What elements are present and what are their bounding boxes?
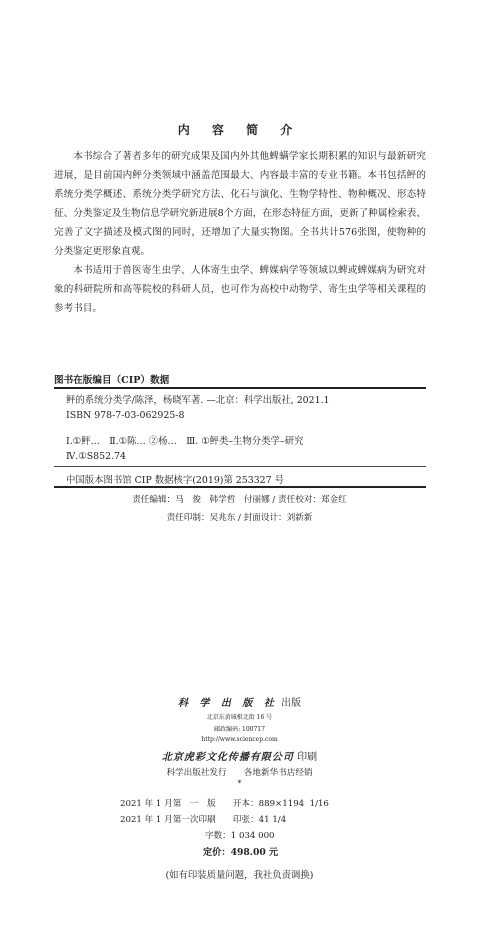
cip-classification: Ⅰ.①鲆… Ⅱ.①陈… ②杨… Ⅲ. ①鲆类–生物分类学–研究 [66,436,304,447]
cip-book-entry: 鲆的系统分类学/陈泽，杨晓军著. —北京：科学出版社, 2021.1 [66,395,330,406]
distribution-line: 科学出版社发行 各地新华书店经销 [166,768,313,778]
cip-bottom-rule [54,486,426,488]
publisher-logo: 科 学 出 版 社 [177,698,278,709]
price [203,844,278,858]
production-credits: 责任印制：吴兆东 / 封面设计：刘新新 [166,513,313,523]
printer-suffix: 印刷 [297,752,318,763]
price-value: 498.00 元 [230,847,279,858]
cip-isbn: ISBN 978-7-03-062925-8 [66,410,185,421]
cip-title: 图书在版编目（CIP）数据 [54,375,170,386]
separator-star: * [237,779,242,788]
publisher-address: 北京东黄城根北街 16 号 [206,714,273,721]
cip-record-number: 中国版本图书馆 CIP 数据核字(2019)第 253327 号 [66,475,284,486]
printer-line [0,748,479,763]
intro-paragraph: 本书综合了著者多年的研究成果及国内外其他蜱螨学家长期积累的知识与最新研究进展，是目前国内鲆分类领域中涵盖范围最大、内容最丰富的专业书籍。本书包括鲆的系统分类学概述、系统分类学研究方法、化石与演化、生物学特性、物种概况、形态特征、分类鉴定及生物信息学研究新进展8个方面，在形态特征方面，更新了种属检索表、完善了文字描述及模式图的同时，还增加了大量实物图。全书共计576张图，使物种的分类鉴定更形象直观。 [54,151,426,257]
intro-paragraph: 本书适用于兽医寄生虫学、人体寄生虫学、蜱媒病学等领域以蜱或蜱媒病为研究对象的科研院所和高等院校的科研人员，也可作为高校中动物学、寄生虫学等相关课程的参考书目。 [54,265,426,314]
word-count: 字数：1 034 000 [205,831,275,841]
publisher-postcode: 邮政编码: 100717 [214,726,265,733]
quality-notice: (如有印装质量问题，我社负责调换) [165,870,314,881]
printer-name: 北京虎彩文化传播有限公司 [161,752,294,763]
intro-body [54,147,426,318]
price-label: 定价： [203,847,231,858]
intro-title: 内 容 简 介 [177,123,302,137]
publisher-line [0,694,479,709]
editor-credits: 责任编辑：马 俊 韩学哲 付丽娜 / 责任校对：郑金红 [132,495,347,505]
cip-classification-number: Ⅳ.①S852.74 [66,451,126,462]
printing-sheets-line: 2021 年 1 月第一次印刷 印张：41 1/4 [120,815,287,825]
edition-format-line: 2021 年 1 月第 一 版 开本：889×1194 1/16 [120,799,329,809]
cip-top-rule [54,387,426,389]
cip-middle-rule [54,466,426,467]
publisher-suffix: 出版 [281,698,302,709]
publisher-website: http://www.sciencep.com [201,736,278,743]
